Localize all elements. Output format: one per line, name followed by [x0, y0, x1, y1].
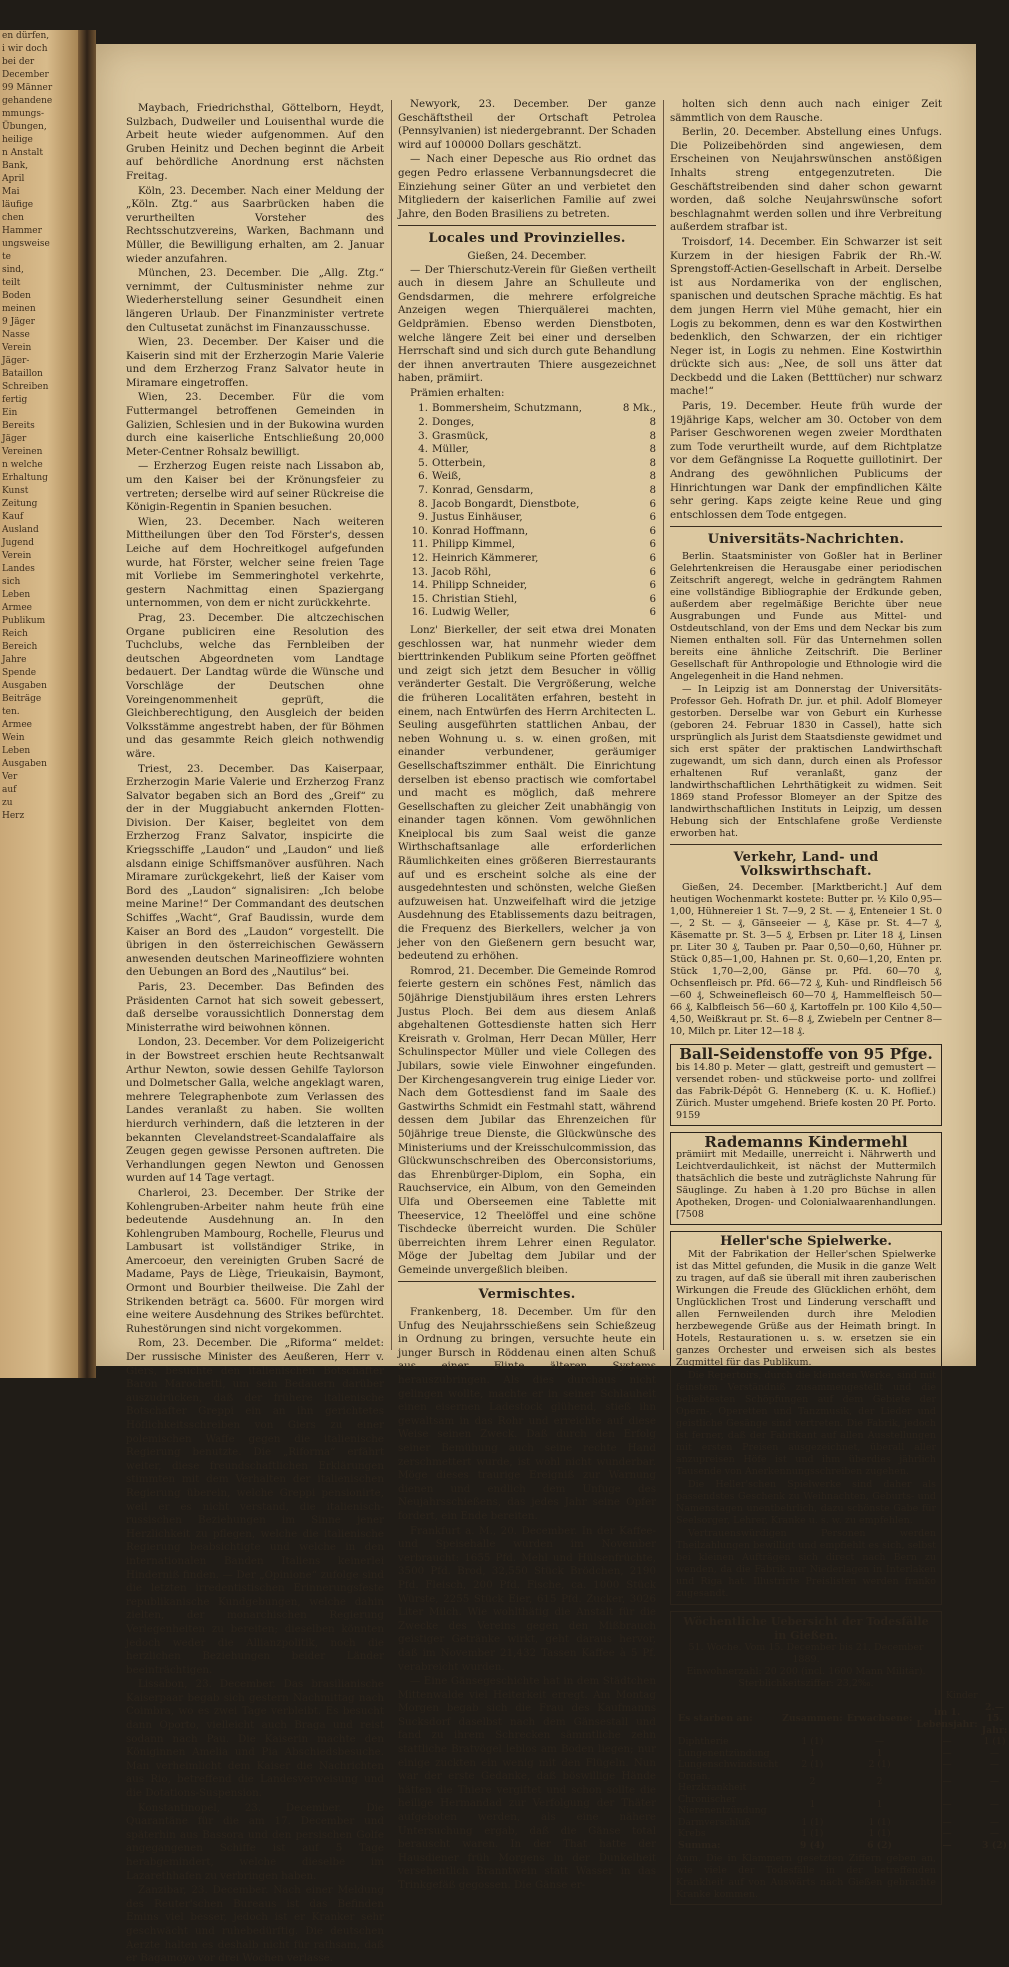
stats-cell: 1 (1) [801, 1816, 824, 1828]
news-item: — Erzherzog Eugen reiste nach Lissabon ab, um den Kaiser bei der Krönungsfeier zu vertreten; derselbe wird auf seiner Rückreise die Königin-Regentin in Spanien besuchen. [126, 460, 384, 514]
premium-number: 9. [418, 511, 428, 524]
news-item: Prag, 23. December. Die altczechischen Organe publiciren eine Resolution des Tuchclubs, welche das Fernbleiben der deutschen Abgeordneten vom Landtage bedauert. Der Landtag würde die Wünsche und Vorschläge der Deutschen ohne Voreingenommenheit geprüft, die Gleichberechtigung, den Ausgleich der beiden Volksstämme angestrebt haben, der für Böhmen und das gesammte Reich gleich nothwendig wäre. [126, 611, 384, 760]
stats-cell: Lungenschwindsucht [678, 1759, 779, 1771]
news-item: Paris, 23. December. Das Befinden des Präsidenten Carnot hat sich soweit gebessert, daß derselbe voraussichtlich Donnerstag dem Ministerrathe wird beiwohnen können. [126, 981, 384, 1034]
premium-row [408, 525, 656, 539]
stats-cell: Chronischer Nierenentzündung [678, 1793, 767, 1817]
ad-spielwerke [670, 1231, 942, 1605]
section-rule [398, 225, 656, 226]
stats-row [676, 1736, 1009, 1748]
stats-cell: 1 (1) [801, 1736, 824, 1748]
news-item: Troisdorf, 14. December. Ein Schwarzer ist seit Kurzem in der hiesigen Fabrik der Rh.-W. Sprengstoff-Actien-Gesellschaft in Arbeit. Derselbe ist aus Nordamerika von der englischen, spanischen und deutschen Sprache mächtig. Es hat dem jungen Herrn viel Mühe gemacht, hier ein Logis zu bekommen, denn es war den Kostwirthen bedenklich, den Schwarzen, der ein richtiger Neger ist, in Logis zu nehmen. Eine Kostwirthin drückte sich aus: „Nee, de soll uns ätter dat Deckbedd und die Laken (Betttücher) nur schwarz mache!“ [670, 235, 942, 398]
left-page-fragment: läufige [2, 200, 34, 210]
left-page-fragment: Ausland [2, 525, 39, 535]
left-page-fragment: Leben [2, 746, 31, 756]
stats-cell: 1 (1) [868, 1816, 891, 1828]
ad-kindermehl-code: [7508 [676, 1209, 704, 1221]
premium-list [408, 402, 656, 620]
ad-kindermehl [670, 1132, 942, 1226]
premium-amount: 6 [649, 552, 656, 564]
premium-number: 6. [418, 470, 428, 483]
stats-cell: 2 (1) [868, 1759, 891, 1771]
university-item: Berlin. Staatsminister von Goßler hat in Berliner Gelehrtenkreisen die Herausgabe einer periodischen Zeitschrift angeregt, welche in gedrängtem Rahmen eine vollständige Bibliographie der Erdkunde geben, außerdem aber regelmäßige Berichte über neue Ausgrabungen und Funde aus Mittel- und Ostdeutschland, von der Ems und dem Neckar bis zum Niemen enthalten soll. Für das Unternehmen sollen bereits eine ähnliche Zeitschrift. Die Berliner Gesellschaft für Anthropologie und Ethnologie wird die Angelegenheit in die Hand nehmen. [670, 551, 942, 682]
left-page-fragment: zu [2, 798, 13, 808]
left-page-fragment: April [2, 174, 25, 184]
left-page-fragment: Herz [2, 811, 25, 821]
news-item: — Nach einer Depesche aus Rio ordnet das gegen Pedro erlassene Verbannungsdecret die Einziehung seiner Güter an und verbietet den Mitgliedern der kaiserlichen Familie auf zwei Jahre, den Boden Brasiliens zu betreten. [398, 153, 656, 220]
local-item: Prämien erhalten: [410, 386, 505, 399]
left-page-fragment: Hammer [2, 226, 42, 236]
stats-cell: — [942, 1816, 952, 1828]
left-page-fragment: teilt [2, 278, 21, 288]
news-item: holten sich denn auch nach einiger Zeit sämmtlich von dem Rausche. [670, 98, 942, 124]
left-page-fragment: Vereinen [2, 447, 43, 457]
premium-amount: 8 [649, 484, 656, 497]
left-page-fragment: meinen [2, 304, 36, 314]
left-page-fragment: Kunst [2, 486, 29, 496]
premium-name: Otterbein, [432, 456, 486, 469]
premium-row [408, 402, 656, 416]
stats-subtitle: 51. Woche. Vom 15. December bis 21. December 1889. [688, 1642, 924, 1666]
column-misc [670, 98, 1008, 1911]
stats-kinder-label: Kinder [945, 1690, 978, 1702]
left-page-fragment: gehandene [2, 96, 53, 106]
news-item: Newyork, 23. December. Der ganze Geschäftstheil der Ortschaft Petrolea (Pennsylvanien) ist niedergebrannt. Der Schaden wird auf 100000 Dollars geschätzt. [398, 98, 656, 151]
local-dateline: Gießen, 24. December. [467, 249, 587, 262]
premium-amount: 6 [649, 511, 656, 524]
stats-cell: Lungenentzündung [678, 1747, 770, 1759]
left-page-fragment: Bereich [2, 642, 38, 652]
news-item: Maybach, Friedrichsthal, Göttelborn, Heydt, Sulzbach, Dudweiler und Louisenthal wurde die Arbeit heute wieder aufgenommen. Auf den Gruben Heinitz und Dechen beginnt die Arbeit auf behördliche Anordnung erst nächsten Freitag. [126, 102, 384, 182]
premium-row [408, 566, 656, 580]
news-item: Rom, 23. December. Die „Riforma“ meldet: Der russische Minister des Aeußeren, Herr v. Giers, besuchte den italienischen Botschafter Baron Marochetti, um sein Bedauern darüber auszudrücken, daß der frühere italienische Botschafter Greppi ein an ihn gerichtetes Höflichkeitsschreiben von Giers zu einer polemischen Waffe gegen die italienische Regierung benutzte. Die „Riforma“ erfährt weiter, diese freundschaftlichen Erklärungen stimmten mit dem Verhalten der italienischen Regierung überein, welche Greppi pensionirte, weil er es nicht verstand, die italienisch-russischen Beziehungen im Sinne jener Herzlichkeit zu pflegen, welche die italienische Regierung beabsichtigte und welche in den internationalen Banden Italiens keinerlei Hinderniß finden. — Der „Opinione“ zufolge sind die letzten irredentistischen Erinnerungsfeste republikanische Kundgebungen, welche dahin zielten, der monarchischen Regierung Verlegenheiten zu bereiten; dieselben könnten jedoch weder die Allianzpolitik, noch die herzlichen Beziehungen beider Länder beeinträchtigen. [126, 1337, 384, 1676]
premium-row [408, 593, 656, 607]
premium-number: 5. [418, 456, 428, 469]
trade-heading: Verkehr, Land- und Volkswirthschaft. [733, 850, 879, 879]
university-item: — In Leipzig ist am Donnerstag der Universitäts-Professor Geh. Hofrath Dr. jur. et phil. Adolf Blomeyer gestorben. Derselbe war von Geburt ein Kurhesse (geboren 24. Februar 1830 in Cassel), hatte sich ursprünglich als Jurist dem Staatsdienste gewidmet und sich erst später der praktischen Landwirthschaft zugewandt, um sich dann, durch einen als Professor erhaltenen Ruf veranlaßt, ganz der landwirthschaftlichen Lehrthätigkeit zu widmen. Seit 1869 stand Professor Blomeyer an der Spitze des landwirthschaftlichen Instituts in Leipzig, um dessen Hebung sich der Entschlafene große Verdienste erworben hat. [670, 684, 942, 839]
stats-rate: Sterblichkeitsziffer: 23,2‰. [738, 1678, 874, 1690]
premium-amount: 8 [649, 443, 656, 456]
premium-amount: 8 [649, 456, 656, 469]
premium-name: Philipp Schneider, [432, 579, 528, 592]
premium-name: Weiß, [432, 470, 462, 483]
stats-cell: 6 (2) [867, 1839, 893, 1851]
newspaper-page [96, 44, 1008, 1965]
premium-name: Jacob Bongardt, Dienstbote, [432, 497, 580, 510]
stats-cell: Organ. Herzkrankheit [678, 1770, 747, 1794]
left-page-fragment: Bank, [2, 161, 29, 171]
ad-kindermehl-text: prämiirt mit Medaille, unerreicht i. Nährwerth und Leichtverdaulichkeit, ist nächst der Muttermilch thatsächlich die beste und zuträglichste Nahrung für Säuglinge. Zu haben à 1.20 pro Büchse in allen Apotheken, Drogen- und Colonialwaarenhandlungen. [676, 1149, 936, 1209]
premium-row [408, 511, 656, 525]
premium-number: 12. [411, 552, 428, 564]
premium-name: Christian Stiehl, [432, 592, 518, 605]
stats-cell: — [989, 1828, 1000, 1840]
left-page-fragment: Publikum [2, 616, 46, 626]
stats-cell: 2 (1) [801, 1759, 824, 1771]
ad-spielwerke-text: Mit der Fabrikation der Heller'schen Spielwerke ist das Mittel gefunden, die Musik in die ganze Welt zu tragen, auf daß sie überall mit ihren zauberischen Wirkungen die Freude des Glücklichen erhöht, dem Unglücklichen Trost und Linderung verschafft und allen Fernweilenden durch ihre Melodien herzbewegende Grüße aus der Heimath bringt. In Hotels, Restaurationen u. s. w. ersetzen sie ein ganzes Orchester und erweisen sich als bestes Zugmittel für das Publikum. [676, 1248, 936, 1368]
premium-amount: 8 Mk., [622, 402, 656, 415]
ad-spielwerke-text: Vertrauenswürdigen Personen werden Theilzahlungen bewilligt und empfiehlt es sich, selbst bei kleinen Aufträgen sich direct nach Bern zu wenden, da die Fabrik nur Niederlagen in Interlaken und Riga hat. Illustrirte Preislisten werden franko zugesandt. [676, 1527, 936, 1599]
stats-cell: — [874, 1736, 885, 1748]
left-page-fragment: Verein [2, 551, 32, 561]
premium-amount: 6 [649, 565, 656, 578]
premium-name: Heinrich Kämmerer, [432, 552, 539, 564]
premium-amount: 6 [649, 592, 656, 605]
stats-cell: 2.—15. Jahr: [981, 1701, 1008, 1736]
local-item: — Der Thierschutz-Verein für Gießen vertheilt auch in diesem Jahre an Schulleute und Gendsdarmen, die mehrere erfolgreiche Anzeigen wegen Thierquälerei machten, Geldprämien. Ebenso werden Dienstboten, welche längere Zeit bei einer und derselben Herrschaft sind und sich durch gute Behandlung der ihnen anvertrauten Thiere ausgezeichnet haben, prämiirt. [398, 263, 656, 385]
left-page-fragment: ungsweise [2, 239, 50, 249]
left-page-fragment: Ausgaben [2, 681, 47, 691]
premium-name: Jacob Röhl, [432, 565, 492, 578]
local-item: Lonz' Bierkeller, der seit etwa drei Monaten geschlossen war, hat nunmehr wieder dem bierttrinkenden Publikum seine Pforten geöffnet und zeigt sich jetzt dem Besucher in völlig veränderter Gestalt. Die Vergrößerung, welche die früheren Localitäten erfahren, besteht in einem, nach Entwürfen des Herrn Architecten L. Seuling ausgeführten stattlichen Anbau, der neben Wohnung u. s. w. einen großen, mit einander verbundener, geräumiger Gesellschaftszimmer enthält. Die Einrichtung derselben ist ebenso practisch wie comfortabel und macht es möglich, daß mehrere Gesellschaften zu gleicher Zeit unabhängig von einander tagen können. Vom gewöhnlichen Kneiplocal bis zum Saal weist die ganze Wirthschaftsanlage alle erforderlichen Räumlichkeiten eines größeren Bierrestaurants auf und es erscheint solche als eine der ausgedehntesten und schönsten, welche Gießen aufzuweisen hat. Unzweifelhaft wird die jetzige Ausdehnung des Etablissements dazu beitragen, die Frequenz des Bierkellers, welcher ja von jeher von den Gießenern gern besucht war, bedeutend zu erhöhen. [398, 623, 656, 963]
premium-row [408, 606, 656, 620]
stats-cell: 9 (4) [799, 1839, 825, 1851]
left-page-fragment: n Anstalt [2, 148, 44, 158]
stats-cell: 2 [876, 1776, 883, 1788]
stats-row [676, 1817, 1009, 1829]
premium-amount: 6 [649, 524, 656, 537]
death-statistics [670, 1611, 1008, 1905]
left-page-fragment: 9 Jäger [2, 317, 35, 327]
left-page-fragment: Schreiben [2, 382, 49, 392]
premium-number: 13. [411, 565, 428, 578]
premium-number: 1. [418, 402, 428, 415]
news-item: Triest, 23. December. Das Kaiserpaar, Erzherzogin Marie Valerie und Erzherzog Franz Salvator begaben sich an Bord des „Greif“ zu der in der Muggiabucht ankernden Flotten-Division. Der Kaiser, begleitet von dem Erzherzog Franz Salvator, inspicirte die Kriegsschiffe „Laudon“ und „Laudon“ und ließ alsdann einige Schiffsmanöver ausführen. Nach Miramare zurückgekehrt, ließ der Kaiser vom Bord des „Laudon“ signalisiren: „Ich belobe meine Marine!“ Der Commandant des deutschen Schiffes „Wacht“, Graf Baudissin, wurde dem Kaiser an Bord des „Laudon“ vorgestellt. Die übrigen in den österreichischen Gewässern anwesenden deutschen Marineoffiziere wohnten den Uebungen an Bord des „Nautilus“ bei. [126, 762, 384, 979]
section-rule [670, 526, 942, 527]
stats-cell: 1 [876, 1799, 883, 1811]
premium-number: 16. [411, 606, 428, 619]
stats-cell: — [989, 1776, 1000, 1788]
premium-row [408, 552, 656, 566]
misc-item: Frankfurt a. M., 20. December. In der Kaffee- und Speisehalle wurden im November verbraucht: 1655 Pfd. Mehl und Hülsenfrüchte, 3500 Pfd. Brod, 32,550 Stück Brödchen, 2190 Pfd. Fleisch, 200 Pfd. Fische, ca. 1000 Stück Würste, 2255 Stück Eier, 615 Pfd. Zucker, 3026 Liter Milch. Wie wohlthätig die Anstalt für die Zwecke des Vereins gegen den Mißbrauch geistiger Getränke wirkt, geht daraus hervor, daß im November 21,432 Tassen Kaffee à 5 Pf. verabreicht wurden. [398, 1524, 656, 1673]
news-item: Wien, 23. December. Der Kaiser und die Kaiserin sind mit der Erzherzogin Marie Valerie und dem Erzherzog Franz Salvator heute in Miramare eingetroffen. [126, 336, 384, 389]
section-rule [670, 844, 942, 845]
left-page-fragment: Beiträge [2, 694, 42, 704]
premium-number: 4. [418, 443, 428, 456]
left-page-fragment: chen [2, 213, 24, 223]
stats-cell: Zusammen: [782, 1713, 843, 1725]
left-page-fragment: Bataillon [2, 369, 43, 379]
premium-amount: 6 [649, 579, 656, 592]
stats-cell: 1 (1) [983, 1736, 1006, 1748]
stats-row [676, 1702, 1009, 1737]
column-rule [391, 100, 392, 1350]
left-page-fragment: bei der [2, 57, 35, 67]
stats-row [676, 1840, 1009, 1852]
stats-cell: — [989, 1816, 1000, 1828]
premium-row [408, 443, 656, 457]
left-page-fragment: Zeitung [2, 499, 38, 509]
premium-number: 3. [418, 429, 428, 442]
left-page-fragment: Bereits [2, 421, 35, 431]
ad-spielwerke-text: Die Heller'schen Spielwerke sind daher als passendstes Geschenk zu Weihnachten, Geburts- und Namenstagen unentbehrlich, dazu schönste Gabe für Seelsorger, Lehrer, Kranke u. s. w. zu empfehlen. [676, 1478, 936, 1526]
left-page-fragment: heilige [2, 135, 33, 145]
premium-amount: 8 [649, 470, 656, 483]
left-page-fragment: Leben [2, 590, 31, 600]
left-page-fragment: Jugend [2, 538, 35, 548]
premium-number: 8. [418, 497, 428, 510]
stats-cell: — [989, 1799, 1000, 1811]
stats-cell: Summa: [678, 1839, 721, 1851]
stats-note: Anm. Die in Klammern gesetzten Ziffern geben an, wie viele der Todesfälle in der betreffenden Krankheit auf von Auswärts nach Gießen gebrachte Kranke kommen. [676, 1853, 936, 1901]
stats-row [676, 1771, 1009, 1794]
ad-silk [670, 1044, 942, 1126]
left-page-fragment: Jahre [2, 655, 27, 665]
section-rule [398, 1281, 656, 1282]
ad-silk-title: Ball-Seidenstoffe von 95 Pfge. [679, 1045, 933, 1064]
news-item: Zanzibar, 23. December. Nach einer Meldung des Reuter'schen Bureaus ist das Befinden Emins viel besser, jedoch ist er Kranker sehr geschwächt und ruhebedürftig. Die deutschen Aerzte halten es deshalb nicht für rathsam, daß er Bagamoyo vor drei Wochen verlasse. [126, 1884, 384, 1965]
stats-cell: — [989, 1747, 1000, 1759]
left-page-fragment: Reich [2, 629, 28, 639]
left-page-fragment: sich [2, 577, 21, 587]
news-item: Lissabon, 23. December. Das brasilianische Kaiserpaar begab sich gestern Nachmittag nach Coimbra, wo es zwei Tage verbleibt. Es besucht dann Oporto, vielleicht auch Braga und reist sodann nach Pau. Die Kaiserin machte den Königinnen Amelia und Pia Abschiedsbesuche. Man verheimlicht dem Kaiser die Nachrichten aus Rio, betreffend die Landesverweisung und die Dotations-Suspension. [126, 1678, 384, 1800]
stats-cell: 2 [809, 1776, 816, 1788]
stats-cell: Darmverschluß [678, 1816, 751, 1828]
left-page-fragment: Landes [2, 564, 35, 574]
stats-cell: — [942, 1828, 952, 1840]
left-page-fragment: Wein [2, 733, 25, 743]
left-page-fragment: mmungs- [2, 109, 45, 119]
left-page-fragment: te [2, 252, 11, 262]
stats-cell: 1 [809, 1799, 816, 1811]
ad-kindermehl-title: Rademanns Kindermehl [704, 1132, 908, 1151]
stats-cell: 3 (2) [982, 1839, 1007, 1851]
left-page-fragment: Mai [2, 187, 20, 197]
news-item: Charleroi, 23. December. Der Strike der Kohlengruben-Arbeiter nahm heute früh eine bedeutende Ausdehnung an. In den Kohlengruben Mambourg, Rochelle, Fleurus und Lambusart ist vollständiger Strike, in Amercoeur, den vereinigten Gruben Sacré de Madame, Pays de Liège, Trieukaisin, Baymont, Ormont und Bourbier theilweise. Die Zahl der Strikenden beträgt ca. 5600. Für morgen wird eine weitere Ausdehnung des Strikes befürchtet. Ruhestörungen sind nicht vorgekommen. [126, 1186, 384, 1335]
premium-number: 2. [418, 416, 428, 429]
local-item: Romrod, 21. December. Die Gemeinde Romrod feierte gestern ein schönes Fest, nämlich das 50jährige Dienstjubiläum ihres ersten Lehrers Justus Ploch. Bei dem aus diesem Anlaß abgehaltenen Gottesdienste hatten sich Herr Kreisrath v. Grolman, Herr Decan Müller, Herr Schulinspector Müller und viele Collegen des Jubilars, sowie viele Einwohner eingefunden. Der Kirchengesangverein trug einige Lieder vor. Nach dem Gottesdienst fand im Saale des Gastwirths Schmidt ein Festmahl statt, während dessen dem Jubilar das Ehrenzeichen für 50jährige treue Dienste, die Glückwünsche des Ministeriums und der Kreisschulcommission, das Glückwunschschreiben des Oberconsistoriums, das Ehrenbürger-Diplom, ein Sopha, ein Rauchservice, ein Album, von den Gemeinden Ulfa und Oberseemen eine Tablette mit Theeservice, 12 Theelöffel und eine schöne Tischdecke überreicht wurden. Die Schüler überreichten ihrem Lehrer einen Regulator. Möge der Jubeltag dem Jubilar und der Gemeinde unvergeßlich bleiben. [398, 964, 656, 1276]
premium-name: Bommersheim, Schutzmann, [432, 402, 583, 415]
stats-cell: 1 [876, 1747, 883, 1759]
left-page-fragment: Ver [2, 772, 18, 782]
left-page-fragment: Jäger [2, 434, 27, 444]
left-page-fragment: 99 Männer [2, 83, 53, 93]
news-item: London, 23. December. Vor dem Polizeigericht in der Bowstreet erschien heute Rechtsanwalt Arthur Newton, sowie dessen Gehilfe Taylorson und Dolmetscher Galla, welche angeklagt waren, mehrere Telegraphenbote zum Verlassen des Landes veranlaßt zu haben. Sie wollten hierdurch verhindern, daß die letzteren in der bekannten Clevelandstreet-Scandalaffaire als Zeugen gegen gewisse Personen auftreten. Die Verhandlungen gegen Newton und Genossen wurden auf 14 Tage vertagt. [126, 1036, 384, 1185]
left-page-fragment: Armee [2, 720, 32, 730]
left-page-fragment: Übungen, [2, 122, 47, 132]
news-item: Wien, 23. December. Nach weiteren Mittheilungen über den Tod Förster's, dessen Leiche auf dem Hochreitkogel aufgefunden wurde, hat Förster, welcher seine freien Tage mit Vorliebe im Semmeringhotel verkehrte, gestern Nachmittag einen Spaziergang unternommen, von dem er nicht zurückkehrte. [126, 515, 384, 610]
stats-cell: — [942, 1799, 952, 1811]
left-page-fragment: Erhaltung [2, 473, 48, 483]
premium-row [408, 457, 656, 471]
premium-row [408, 579, 656, 593]
premium-amount: 6 [649, 497, 656, 510]
premium-name: Konrad, Gensdarm, [432, 484, 534, 497]
stats-cell: — [942, 1759, 952, 1771]
left-page-fragment: auf [2, 785, 17, 795]
stats-row [676, 1759, 1009, 1771]
premium-amount: 8 [649, 416, 656, 429]
left-page-fragment: Armee [2, 603, 32, 613]
left-page-fragment: fertig [2, 395, 28, 405]
stats-title: Wöchentliche Uebersicht der Todesfälle in Gießen. [683, 1614, 929, 1642]
premium-row [408, 416, 656, 430]
premium-name: Justus Einhäuser, [432, 511, 523, 524]
stats-cell: 1 [809, 1747, 816, 1759]
news-item: Konstantinopel, 23. December. Die Quarantäne für die am 17. December und späterhin aus Bassora und den persischen Golfe angegangenen Schiffe ist auf 5 Tage herabgemindert, welche dieselbe im Lazarethhafen zu verbringen haben. [126, 1801, 384, 1882]
premium-amount: 6 [649, 538, 656, 551]
ad-silk-text: bis 14.80 p. Meter — glatt, gestreift und gemustert — versendet roben- und stückweise porto- und zollfrei das Fabrik-Dépôt G. Henneberg (K. u. K. Hoflief.) Zürich. Muster umgehend. Briefe kosten 20 Pf. Porto. [676, 1061, 936, 1109]
left-page-fragment: ten. [2, 707, 20, 717]
stats-row [676, 1828, 1009, 1840]
left-page-fragment: Ausgaben [2, 759, 47, 769]
column-local [398, 98, 656, 1894]
left-page-fragment: December [2, 70, 49, 80]
stats-cell: 1 (1) [868, 1828, 891, 1840]
ad-spielwerke-title: Heller'sche Spielwerke. [720, 1234, 892, 1250]
premium-row [408, 470, 656, 484]
stats-cell: — [942, 1747, 952, 1759]
left-page-fragment: n welche [2, 460, 43, 470]
stats-cell: 1 (1) [801, 1828, 824, 1840]
premium-name: Donges, [432, 416, 475, 429]
stats-cell: Diphtherie [678, 1736, 729, 1748]
stats-row [676, 1794, 1009, 1817]
misc-item: Frankenberg, 18. December. Um für den Unfug des Neujahrsschießens sein Schießzeug in Ordnung zu bringen, versuchte heute ein junger Bursch in Röddenau einen alten Schuß aus einer Flinte älteren Systems herauszubringen. Als dies durchaus nicht gelingen wollte, machte er in seiner Schlauheit einen eisernen Ladestock glühend, stieß ihn gewaltsam in das Rohr und erreichte auf diese Weise seinen Zweck. Daß durch den Erfolg seiner Bemühung auch seine rechte Hand zerschmettert wurde, ist wohl nicht wunderbar. Möge dieses traurige Ereigniß zur Warnung dienen und endlich dem Unfuge des Neujahrsschießens, das jedes Jahr seine Opfer fordert, ein Ende bereiten. [398, 1306, 656, 1522]
stats-row [676, 1748, 1009, 1760]
premium-number: 14. [411, 579, 428, 592]
local-news-heading: Locales und Provinzielles. [428, 231, 626, 247]
stats-cell: im 1. Lebensjahr: [916, 1707, 978, 1730]
stats-cell: — [942, 1776, 952, 1788]
premium-number: 11. [411, 538, 428, 551]
premium-number: 10. [411, 524, 428, 537]
misc-heading: Vermischtes. [478, 1287, 576, 1303]
left-page-fragment: i wir doch [2, 44, 48, 54]
left-page-edge [0, 30, 78, 1378]
premium-row [408, 498, 656, 512]
university-heading: Universitäts-Nachrichten. [707, 532, 905, 548]
premium-amount: 8 [649, 429, 656, 442]
stats-cell: Krebs [678, 1828, 706, 1840]
left-page-fragment: en dürfen, [2, 31, 50, 41]
news-item: Paris, 19. December. Heute früh wurde der 19jährige Kaps, welcher am 30. October von dem Pariser Geschworenen wegen zweier Mordthaten zum Tode verurtheilt wurde, auf dem Richtplatze vor dem Gefängnisse La Roquette guillotinirt. Der Andrang des gewöhnlichen Publicums der Hinrichtungen war Dank der empfindlichen Kälte sehr gering. Kaps zeigte keine Reue und ging entschlossen dem Tode entgegen. [670, 400, 942, 521]
premium-number: 7. [418, 484, 428, 497]
ad-silk-code: 9159 [676, 1109, 701, 1121]
column-rule [663, 100, 664, 1350]
premium-amount: 6 [649, 606, 656, 619]
misc-item: — Eine Gänsegeschichte hat in dem Städtchen Mittenwalde viel Heiterkeit erregt. Am Montag Morgen begab sich die Frau des Kaufmanns Sucksdorf daselbst nach dem Gänsestall und fand zu ihrem Schrecken sämmtliche zehn stattliche Bratvögel leblos am Boden liegen; nur einige zuckten ein wenig mit den Flügeln. Nun war der erste Gedanke, daß böswillige Hände hätten die Thiere vergiftet und schon sollte die heilige Hermandad zur Verfolgung der Thäter aufgeboten werden, als eine nähere Untersuchung ergab, daß die Gänse total berauscht waren. In der That hatte der Hausdiener früh Morgens in der Dunkelheit versehentlich Branntwein statt Wasser in das Trinkgefäß gegossen. Die Gänse er- [398, 1675, 656, 1891]
premium-number: 15. [411, 592, 428, 605]
premium-row [408, 430, 656, 444]
column-news [126, 102, 384, 1967]
stats-cell: — [942, 1839, 952, 1851]
stats-cell: Es starben an: [678, 1713, 753, 1725]
premium-name: Konrad Hoffmann, [432, 524, 529, 537]
news-item: Köln, 23. December. Nach einer Meldung der „Köln. Ztg.“ aus Saarbrücken haben die verurtheilten Vorsteher des Rechtsschutzvereins, Warken, Bachmann und Müller, die Bewilligung erhalten, am 2. Januar wieder anzufahren. [126, 184, 384, 265]
stats-table [676, 1690, 1009, 1851]
left-page-fragment: Nasse [2, 330, 30, 340]
news-item: Wien, 23. December. Für die vom Futtermangel betroffenen Gemeinden in Galizien, Schlesien und in der Bukowina wurden durch eine kaiserliche Entschließung 20,000 Meter-Centner Rohsalz bewilligt. [126, 391, 384, 458]
ad-spielwerke-text: Die Repertoirs, durch die kleinsten Werke, sind mit feinstem Verständniß zusammengestellt und die beliebtesten Schöpfungen auf dem Gebiete der Opern-, Operetten und Tanzmusik, der Lieder und geistliche Gesänge sind vertreten. Die Fabrik, jedoch ist ferner, daß der Fabrikant auf allen Ausstellungen mit ersten Preisen ausgezeichnet, überall aller anzupreisen Höfe ist und ihm überdies jährlich Tausende von Anerkennungsschreiben zugehen. [676, 1369, 936, 1477]
left-page-fragment: Verein [2, 343, 32, 353]
left-page-fragment: sind, [2, 265, 24, 275]
stats-cell: Erwachsene: [846, 1713, 913, 1725]
news-item: Berlin, 20. December. Abstellung eines Unfugs. Die Polizeibehörden sind angewiesen, dem Erscheinen von Neujahrswünschen anstößigen Inhalts streng entgegenzutreten. Die Geschäftstreibenden sind daher schon gewarnt worden, daß solche Neujahrswünsche sofort beschlagnahmt werden sollen und ihre Verbreitung außerdem strafbar ist. [670, 126, 942, 234]
premium-name: Philipp Kimmel, [432, 538, 516, 551]
premium-name: Müller, [432, 443, 469, 456]
left-page-fragment: Jäger- [2, 356, 30, 366]
premium-name: Grasmück, [432, 429, 489, 442]
left-page-fragment: Kauf [2, 512, 24, 522]
premium-row [408, 538, 656, 552]
left-page-fragment: Boden [2, 291, 31, 301]
left-page-fragment: Ein [2, 408, 18, 418]
premium-name: Ludwig Weller, [432, 606, 510, 619]
news-item: München, 23. December. Die „Allg. Ztg.“ vernimmt, der Cultusminister nehme zur Wiederherstellung seiner Gesundheit einen längeren Urlaub. Der Finanzminister vertrete den Cultusetat zunächst im Finanzausschusse. [126, 267, 384, 334]
stats-cell: — [989, 1759, 1000, 1771]
market-report: Gießen, 24. December. [Marktbericht.] Auf dem heutigen Wochenmarkt kostete: Butter pr. ½ Kilo 0,95—1,00, Hühnereier 1 St. 7—9, 2 St. — ₰, Enteneier 1 St. 0—, 2 St. — ₰, Gänseeier — ₰, Käse pr. St. 4—7 ₰, Käsematte pr. St. 3—5 ₰, Erbsen pr. Liter 18 ₰, Linsen pr. Liter 30 ₰, Tauben pr. Paar 0,50—0,60, Hühner pr. Stück 0,85—1,00, Hahnen pr. St. 0,60—1,20, Enten pr. Stück 1,70—2,00, Gänse pr. Pfd. 60—70 ₰, Ochsenfleisch pr. Pfd. 66—72 ₰, Kuh- und Rindfleisch 56—60 ₰, Schweinefleisch 60—70 ₰, Hammelfleisch 50—66 ₰, Kalbfleisch 56—60 ₰, Kartoffeln pr. 100 Kilo 4,50—4,50, Weißkraut pr. St. 6—8 ₰, Zwiebeln per Centner 8—10, Milch pr. Liter 12—18 ₰. [670, 882, 942, 1038]
stats-population: Einwohnerzahl: 20 200 (incl. 1600 Mann Militär). [686, 1666, 926, 1678]
stats-cell: — [942, 1736, 952, 1748]
premium-row [408, 484, 656, 498]
left-page-fragment: Spende [2, 668, 37, 678]
book-gutter [78, 30, 96, 1378]
